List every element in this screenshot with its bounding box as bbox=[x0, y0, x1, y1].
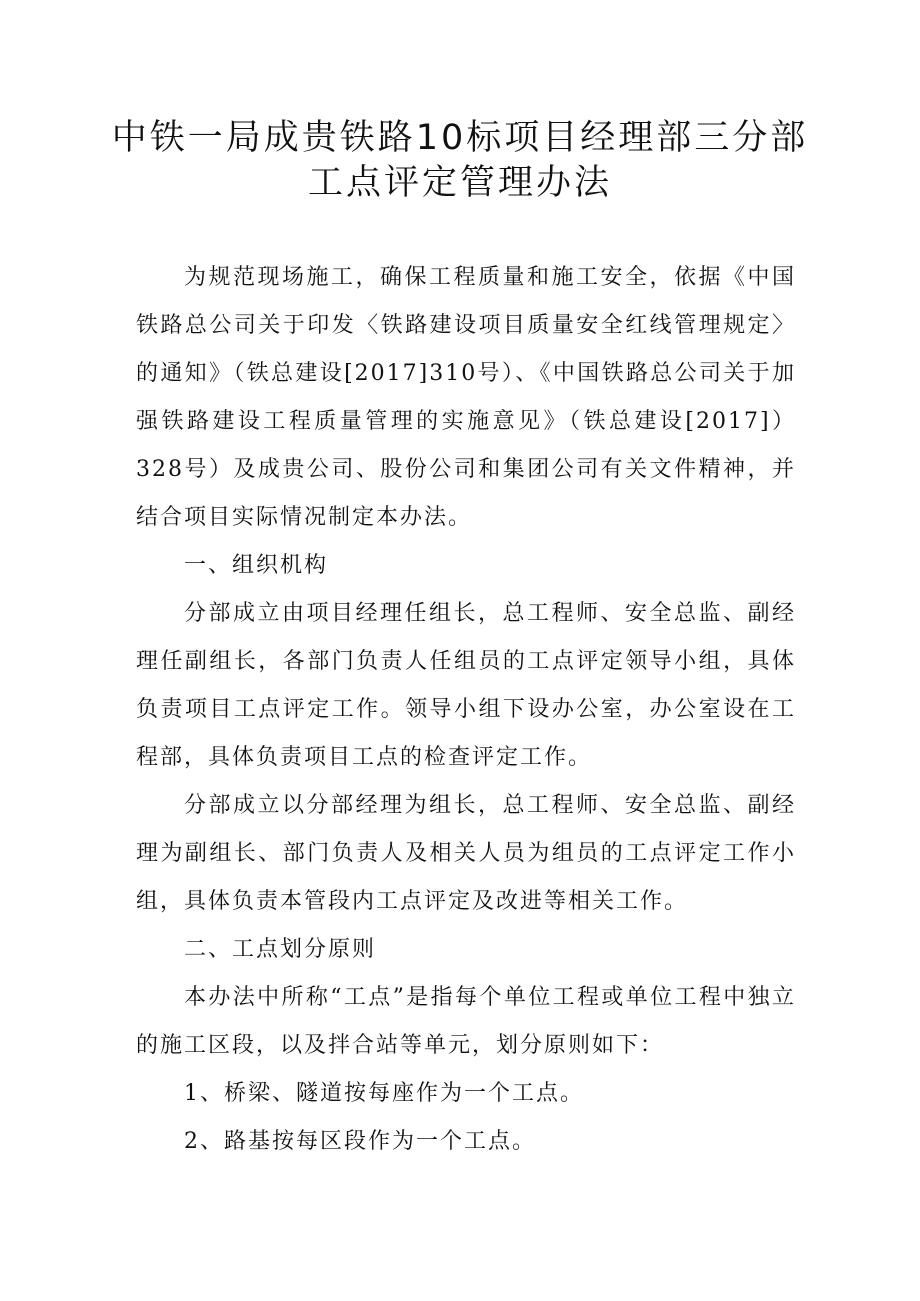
section-heading-division-principles: 二、工点划分原则 bbox=[184, 937, 377, 962]
document-title-line-2: 工点评定管理办法 bbox=[307, 163, 612, 203]
paragraph-intro: 为规范现场施工，确保工程质量和施工安全，依据《中国铁路总公司关于印发〈铁路建设项目质量安全红线管理规定〉的通知》（铁总建设[2017]310号）、《中国铁路总公司关于加强铁路建设工程质量管理的实施意见》（铁总建设[2017]）328号）及成贵公司、股份公司和集团公司有关文件精神，并结合项目实际情况制定本办法。 bbox=[136, 265, 796, 530]
list-item-bridges-tunnels: 1、桥梁、隧道按每座作为一个工点。 bbox=[184, 1081, 584, 1106]
list-item-subgrade: 2、路基按每区段作为一个工点。 bbox=[184, 1129, 536, 1154]
section-heading-organization: 一、组织机构 bbox=[184, 553, 329, 578]
paragraph-working-group: 分部成立以分部经理为组长，总工程师、安全总监、副经理为副组长、部门负责人及相关人员为组员的工点评定工作小组，具体负责本管段内工点评定及改进等相关工作。 bbox=[136, 793, 796, 914]
document-title-line-1: 中铁一局成贵铁路10标项目经理部三分部 bbox=[111, 118, 809, 158]
paragraph-leadership-group: 分部成立由项目经理任组长，总工程师、安全总监、副经理任副组长，各部门负责人任组员的工点评定领导小组，具体负责项目工点评定工作。领导小组下设办公室，办公室设在工程部，具体负责项目工点的检查评定工作。 bbox=[136, 601, 796, 770]
paragraph-worksite-definition: 本办法中所称“工点”是指每个单位工程或单位工程中独立的施工区段，以及拌合站等单元，划分原则如下： bbox=[136, 985, 796, 1058]
